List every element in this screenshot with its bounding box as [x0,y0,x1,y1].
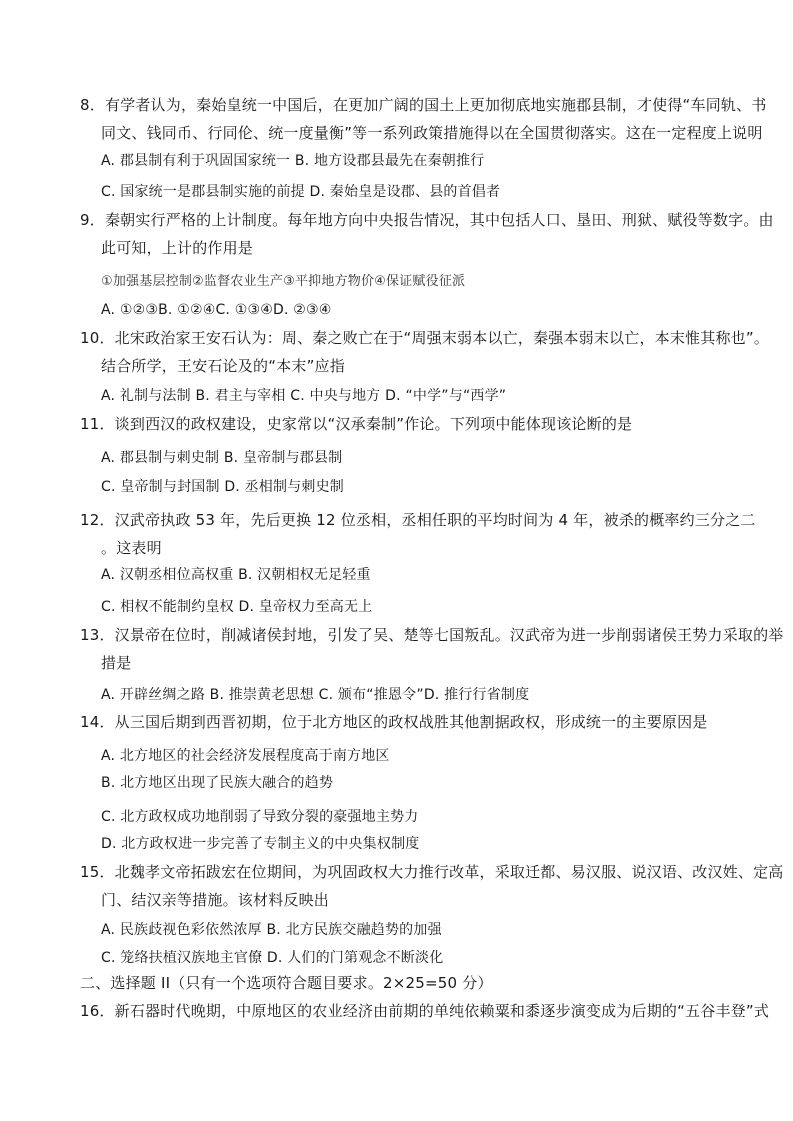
question-14-line-1: 14．从三国后期到西晋初期，位于北方地区的政权战胜其他割据政权，形成统一的主要原因是 [80,713,708,731]
question-13-line-1: 13．汉景帝在位时，削减诸侯封地，引发了吴、楚等七国叛乱。汉武帝为进一步削弱诸侯王势力采取的举 [80,626,784,644]
question-12-options-cd: C. 相权不能制约皇权 D. 皇帝权力至高无上 [101,599,373,615]
question-11-options-cd: C. 皇帝制与封国制 D. 丞相制与刺史制 [101,479,345,495]
question-12-options-ab: A. 汉朝丞相位高权重 B. 汉朝相权无足轻重 [101,567,371,583]
question-9-statements: ①加强基层控制②监督农业生产③平抑地方物价④保证赋役征派 [101,274,466,289]
question-8-options-cd: C. 国家统一是郡县制实施的前提 D. 秦始皇是设郡、县的首倡者 [101,184,501,200]
question-11-line-1: 11．谈到西汉的政权建设，史家常以“汉承秦制”作论。下列项中能体现该论断的是 [80,415,633,433]
question-15-line-1: 15．北魏孝文帝拓跋宏在位期间，为巩固政权大力推行改革，采取迁都、易汉服、说汉语、改汉姓、定高 [80,863,784,881]
question-14-option-a: A. 北方地区的社会经济发展程度高于南方地区 [101,748,390,764]
question-15-options-ab: A. 民族歧视色彩依然浓厚 B. 北方民族交融趋势的加强 [101,922,442,938]
question-11-options-ab: A. 郡县制与刺史制 B. 皇帝制与郡县制 [101,450,343,466]
question-15-options-cd: C. 笼络扶植汉族地主官僚 D. 人们的门第观念不断淡化 [101,950,444,966]
question-8-line-1: 8．有学者认为，秦始皇统一中国后，在更加广阔的国土上更加彻底地实施郡县制，才使得“车同轨、书 [80,96,767,114]
question-14-option-d: D. 北方政权进一步完善了专制主义的中央集权制度 [101,836,420,852]
question-10-line-1: 10．北宋政治家王安石认为：周、秦之败亡在于“周强末弱本以亡，秦强本弱末以亡，本末惟其称也”。 [80,329,770,347]
question-14-option-c: C. 北方政权成功地削弱了导致分裂的豪强地主势力 [101,809,419,825]
question-8-options-ab: A. 郡县制有利于巩固国家统一 B. 地方设郡县最先在秦朝推行 [101,153,485,169]
question-9-line-1: 9．秦朝实行严格的上计制度。每年地方向中央报告情况，其中包括人口、垦田、刑狱、赋役等数字。由 [80,211,774,229]
question-15-line-2: 门、结汉亲等措施。该材料反映出 [101,891,330,909]
question-9-line-2: 此可知，上计的作用是 [101,239,254,257]
question-8-line-2: 同文、钱同币、行同伦、统一度量衡”等一系列政策措施得以在全国贯彻落实。这在一定程度上说明 [101,124,763,142]
question-14-option-b: B. 北方地区出现了民族大融合的趋势 [101,775,334,791]
question-10-options: A. 礼制与法制 B. 君主与宰相 C. 中央与地方 D. “中学”与“西学” [101,388,507,404]
question-13-options: A. 开辟丝绸之路 B. 推崇黄老思想 C. 颁布“推恩令”D. 推行行省制度 [101,687,530,703]
question-10-line-2: 结合所学，王安石论及的“本末”应指 [101,357,345,375]
question-12-line-2: 。这表明 [101,539,162,557]
question-9-options: A. ①②③B. ①②④C. ①③④D. ②③④ [101,302,332,318]
question-12-line-1: 12．汉武帝执政 53 年，先后更换 12 位丞相，丞相任职的平均时间为 4 年，被杀的概率约三分之二 [80,511,756,529]
section-2-heading: 二、选择题 II（只有一个选项符合题目要求。2×25=50 分） [80,974,493,992]
question-13-line-2: 措是 [101,654,132,672]
question-16-line-1: 16．新石器时代晚期，中原地区的农业经济由前期的单纯依赖粟和黍逐步演变成为后期的“五谷丰登”式 [80,1002,770,1020]
